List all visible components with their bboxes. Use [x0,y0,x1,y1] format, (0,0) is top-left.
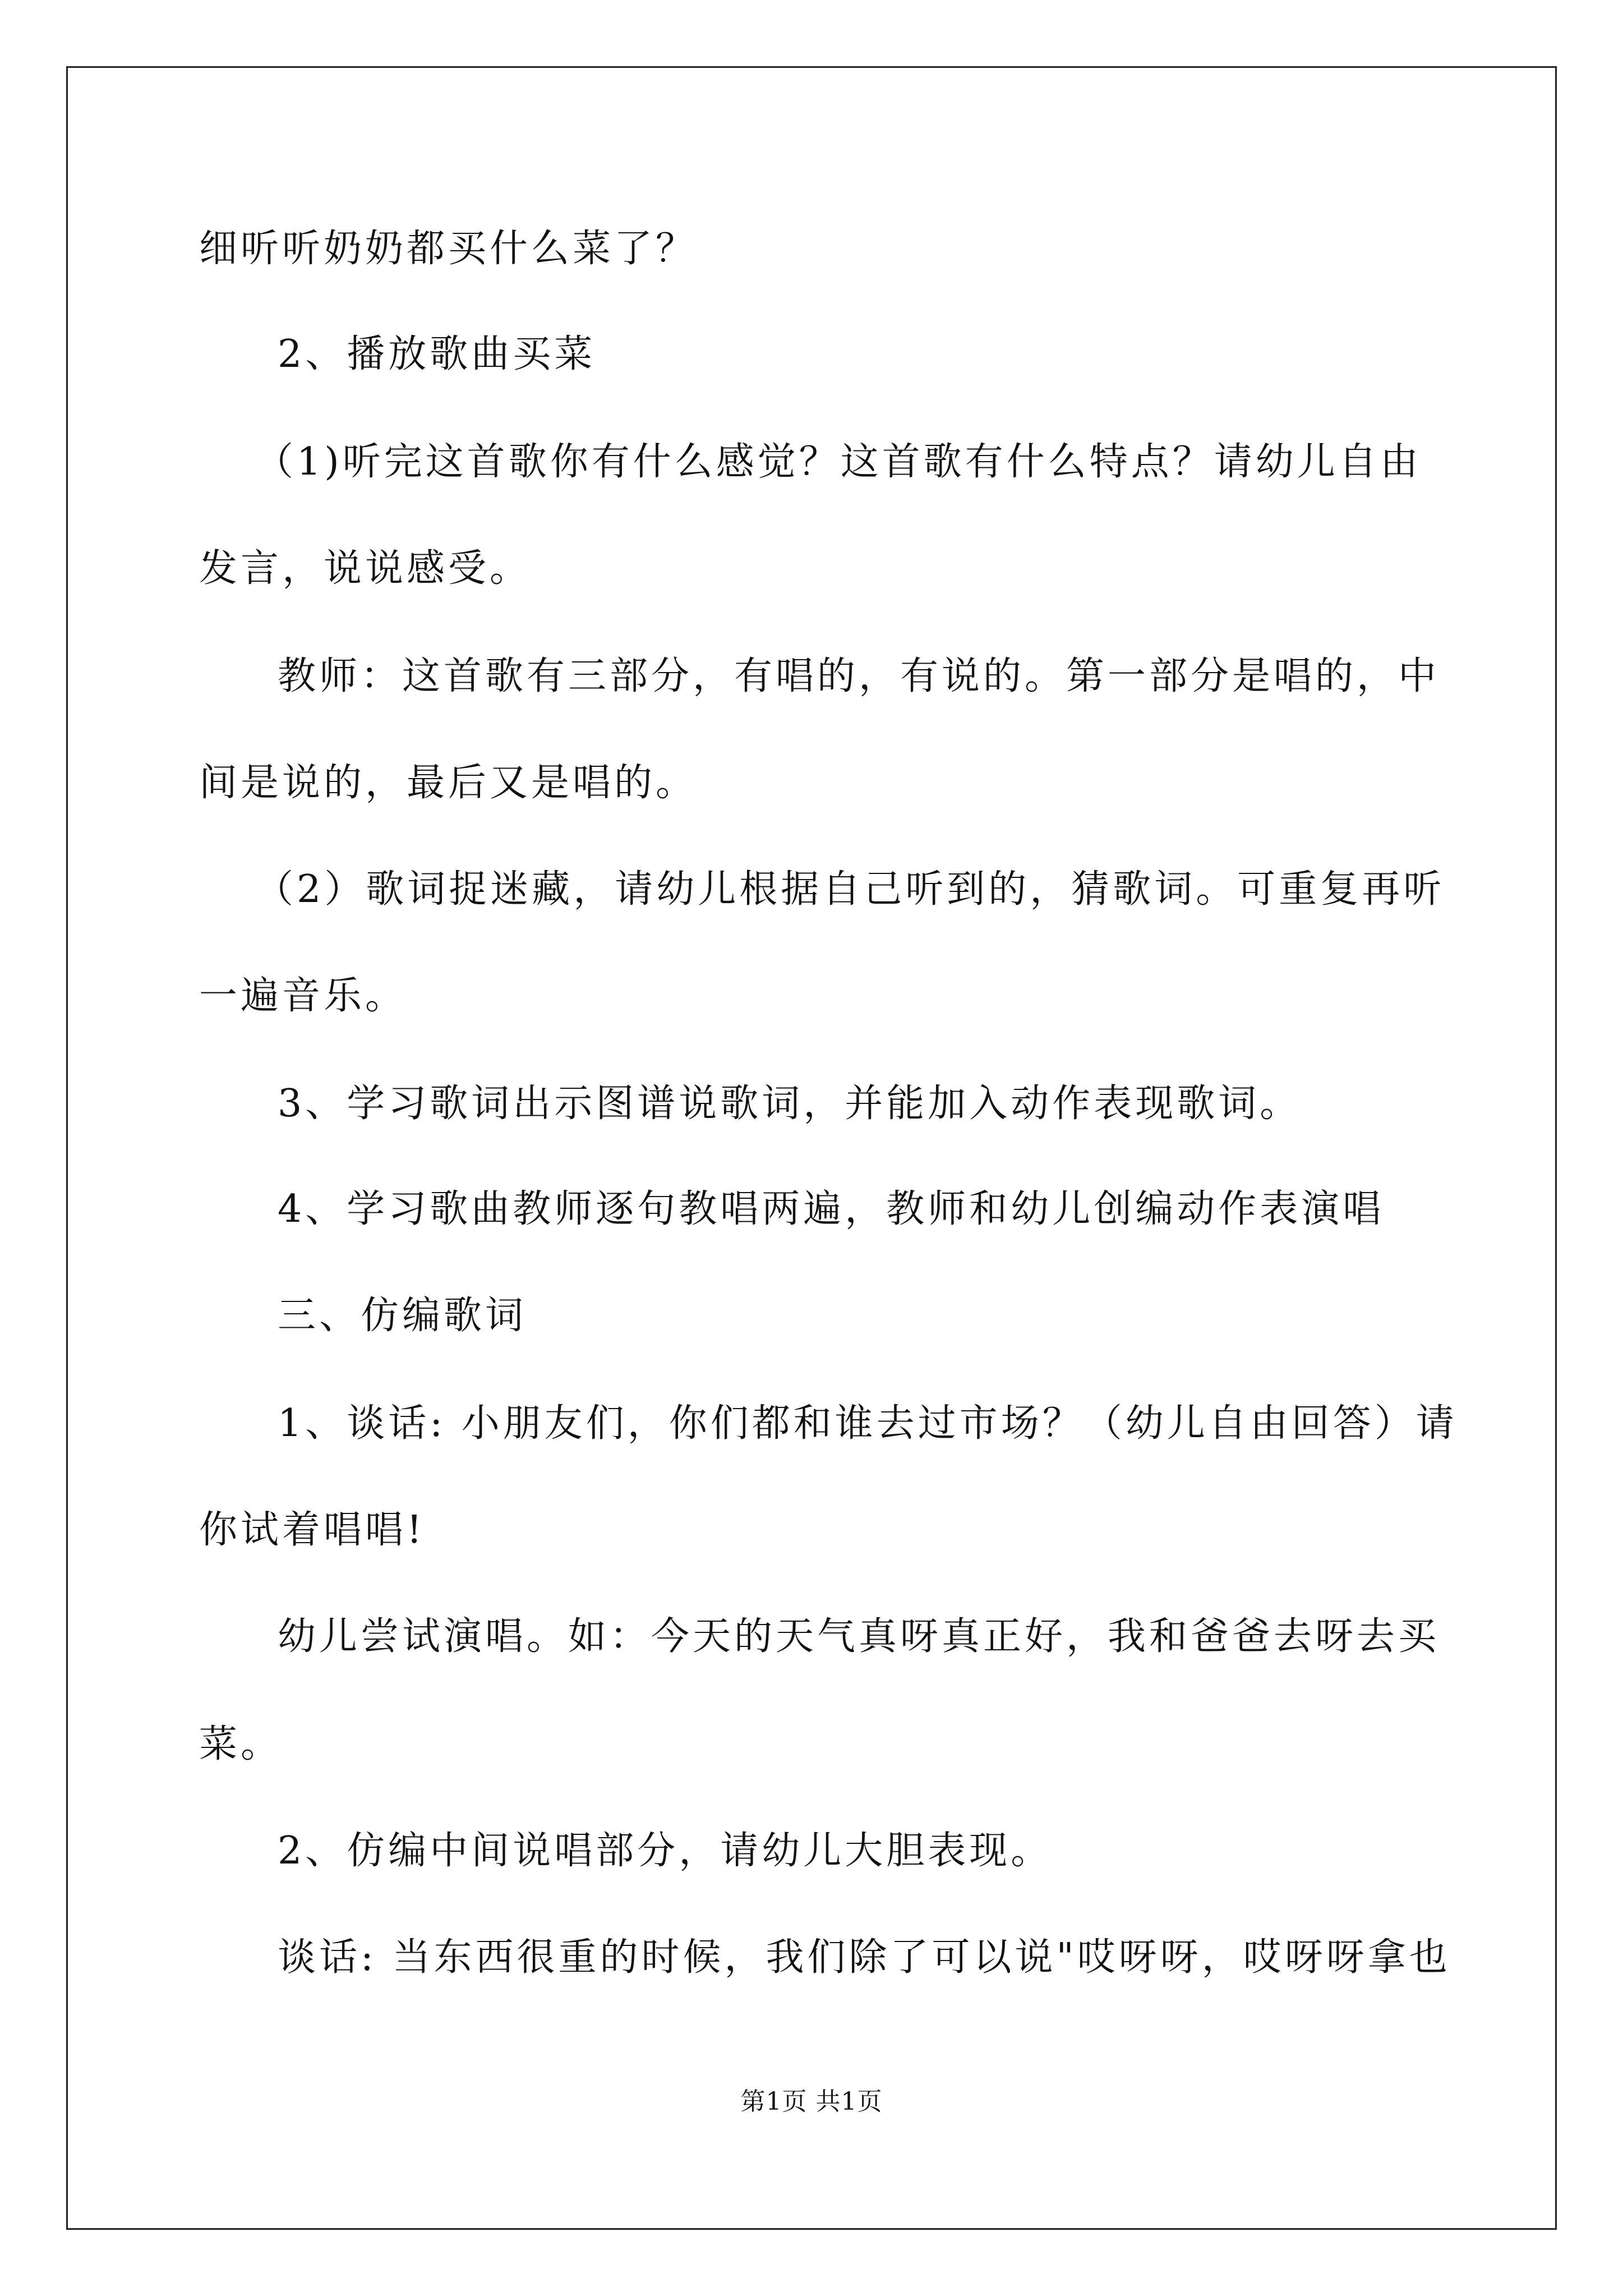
page-border [66,66,1557,2230]
paragraph-line: 3、学习歌词出示图谱说歌词，并能加入动作表现歌词。 [278,1082,1302,1126]
paragraph-line: 1、谈话: 小朋友们，你们都和谁去过市场？（幼儿自由回答）请 [278,1401,1458,1446]
paragraph-line: 2、仿编中间说唱部分，请幼儿大胆表现。 [278,1829,1053,1873]
paragraph-line: 幼儿尝试演唱。如：今天的天气真呀真正好，我和爸爸去呀去买 [278,1614,1440,1659]
paragraph-line: 一遍音乐。 [199,974,407,1018]
paragraph-line: 发言，说说感受。 [199,546,532,591]
paragraph-line: 三、仿编歌词 [278,1294,527,1338]
paragraph-line: 2、播放歌曲买菜 [278,332,596,376]
paragraph-line: 间是说的，最后又是唱的。 [199,761,698,805]
page-footer: 第1页 共1页 [740,2087,883,2116]
paragraph-line: 教师：这首歌有三部分，有唱的，有说的。第一部分是唱的，中 [278,654,1440,698]
paragraph-line: 4、学习歌曲教师逐句教唱两遍，教师和幼儿创编动作表演唱 [278,1187,1385,1231]
paragraph-line: 谈话: 当东西很重的时候，我们除了可以说"哎呀呀，哎呀呀拿也 [278,1935,1451,1980]
paragraph-line: 菜。 [199,1722,283,1766]
paragraph-line: （2）歌词捉迷藏，请幼儿根据自己听到的，猜歌词。可重复再听 [255,867,1445,912]
paragraph-line: 你试着唱唱! [199,1508,426,1552]
paragraph-line: （1)听完这首歌你有什么感觉？这首歌有什么特点？请幼儿自由 [255,440,1422,484]
paragraph-line: 细听听奶奶都买什么菜了？ [199,227,698,271]
